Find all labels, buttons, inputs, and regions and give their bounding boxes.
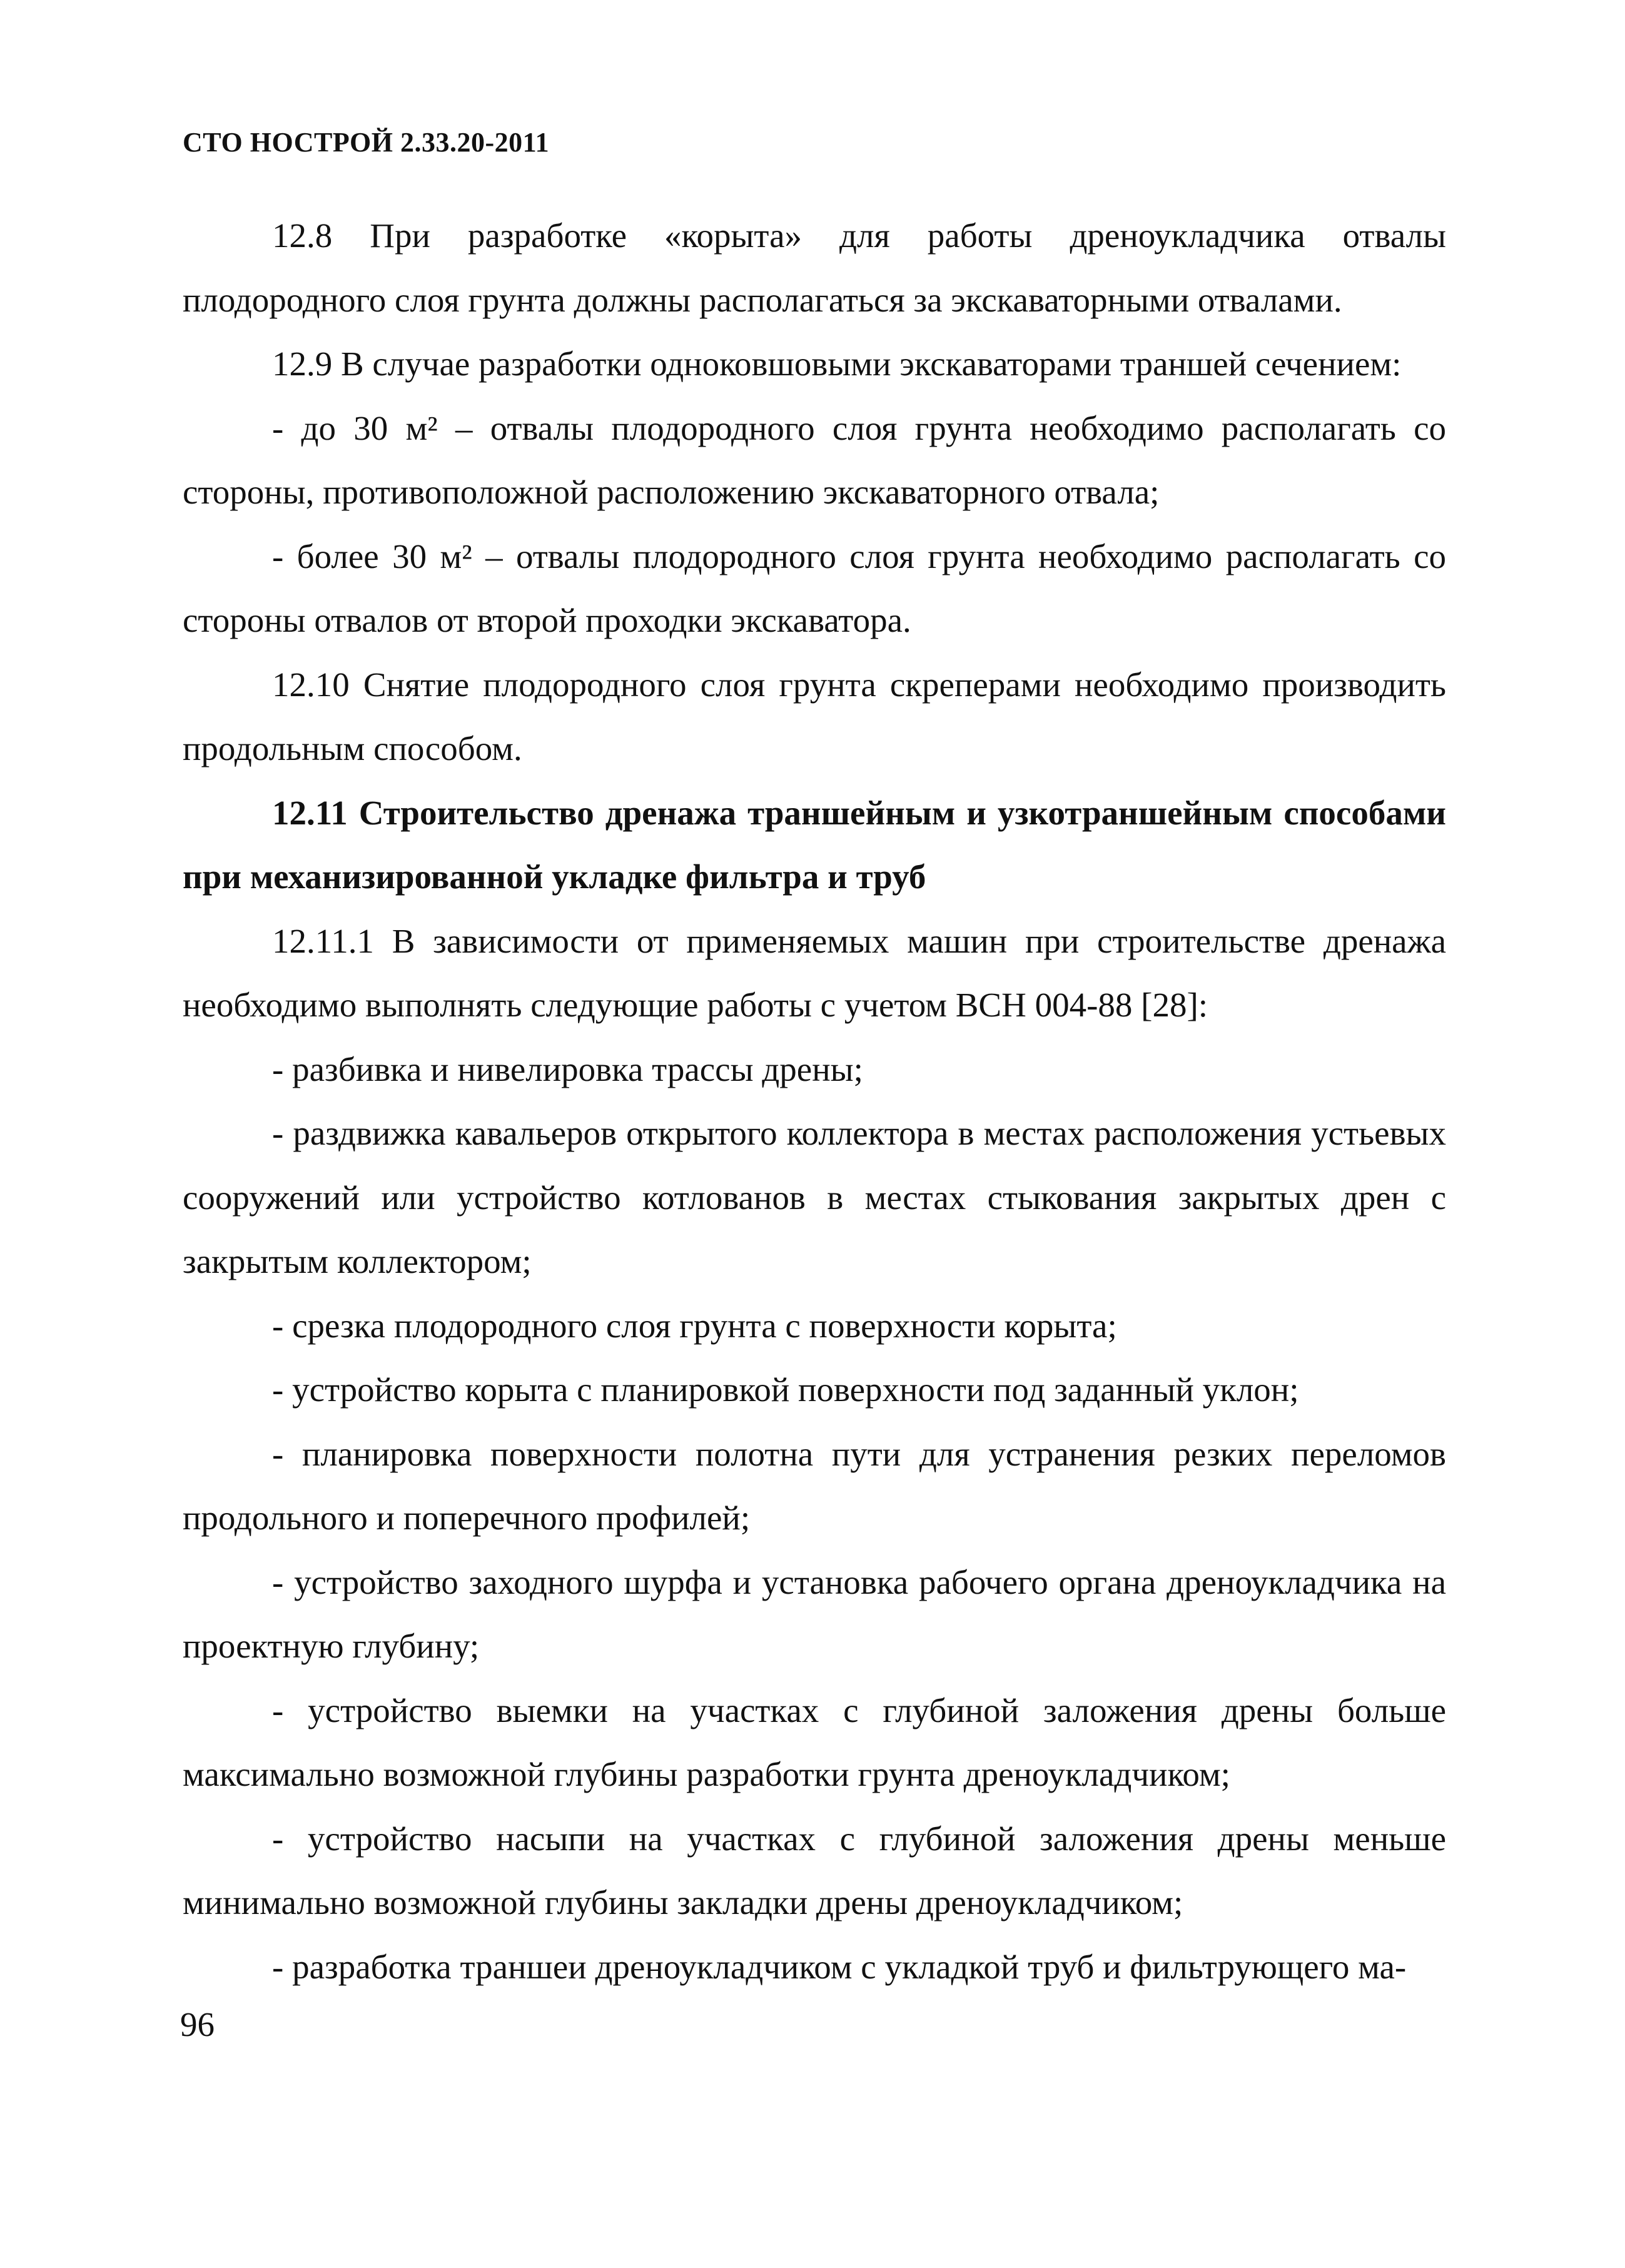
- list-item-trench-digging: - разработка траншеи дреноукладчиком с укладкой труб и фильтрующего ма-: [272, 1947, 1407, 1986]
- list-item-trough-grading: - устройство корыта с планировкой поверхности под заданный уклон;: [272, 1370, 1299, 1409]
- list-item-track-leveling: - планировка поверхности полотна пути для устранения резких переломов продольного и поперечного профилей;: [183, 1434, 1446, 1537]
- paragraph-12-9: 12.9 В случае разработки одноковшовыми экскаваторами траншей сечением:: [272, 345, 1402, 383]
- list-item-embankment: - устройство насыпи на участках с глубиной заложения дрены меньше минимально возможной глубины закладки дрены дреноукладчиком;: [183, 1819, 1446, 1921]
- list-item-excavation: - устройство выемки на участках с глубиной заложения дрены больше максимально возможной глубины разработки грунта дреноукладчиком;: [183, 1691, 1446, 1793]
- document-header-code: СТО НОСТРОЙ 2.33.20-2011: [183, 127, 550, 158]
- paragraph-12-11-1: 12.11.1 В зависимости от применяемых машин при строительстве дренажа необходимо выполнять следующие работы с учетом ВСН 004-88 [28]:: [183, 921, 1446, 1024]
- page-number: 96: [180, 2005, 215, 2043]
- document-body: [183, 204, 1446, 1999]
- section-heading-12-11: 12.11 Строительство дренажа траншейным и узкотраншейным способами при механизированной укладке фильтра и труб: [183, 793, 1446, 896]
- list-item-entry-pit: - устройство заходного шурфа и установка рабочего органа дреноукладчика на проектную глубину;: [183, 1562, 1446, 1665]
- paragraph-12-10: 12.10 Снятие плодородного слоя грунта скреперами необходимо производить продольным способом.: [183, 665, 1446, 767]
- list-item-over-30: - более 30 м² – отвалы плодородного слоя грунта необходимо располагать со стороны отвалов от второй проходки экскаватора.: [183, 537, 1446, 639]
- list-item-topsoil-cut: - срезка плодородного слоя грунта с поверхности корыта;: [272, 1306, 1117, 1345]
- list-item-staking: - разбивка и нивелировка трассы дрены;: [272, 1050, 863, 1088]
- list-item-spoil-spreading: - раздвижка кавальеров открытого коллектора в местах расположения устьевых сооружений или устройство котлованов в местах стыкования закрытых дрен с закрытым коллектором;: [183, 1114, 1446, 1280]
- list-item-up-to-30: - до 30 м² – отвалы плодородного слоя грунта необходимо располагать со стороны, противоположной расположению экскаваторного отвала;: [183, 408, 1446, 511]
- paragraph-12-8: 12.8 При разработке «корыта» для работы дреноукладчика отвалы плодородного слоя грунта должны располагаться за экскаваторными отвалами.: [183, 216, 1446, 319]
